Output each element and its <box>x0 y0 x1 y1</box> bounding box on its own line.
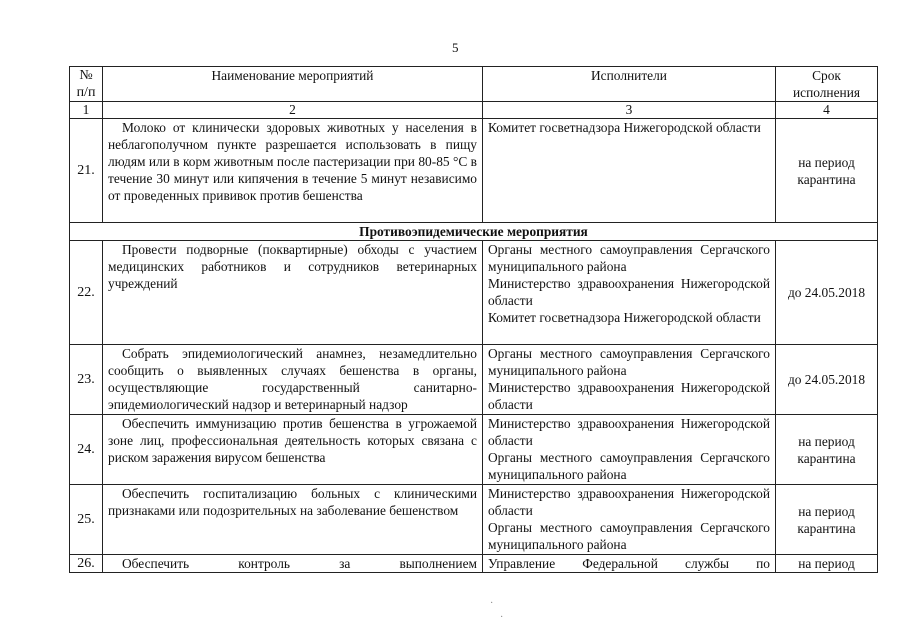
row-term: на период карантина <box>776 485 878 555</box>
row-executors <box>483 241 776 345</box>
row-measure: Провести подворные (поквартирные) обходы с участием медицинских работников и сотрудников ветеринарных учреждений <box>103 241 483 345</box>
measures-table <box>69 66 878 573</box>
row-number: 22. <box>70 241 103 345</box>
executor: Комитет госветнадзора Нижегородской области <box>488 310 761 325</box>
header-num: № п/п <box>70 67 103 102</box>
row-executors <box>483 345 776 415</box>
executor: Органы местного самоуправления Сергачского муниципального района <box>488 450 770 482</box>
row-number: 25. <box>70 485 103 555</box>
header-term: Срок исполнения <box>776 67 878 102</box>
page-number: 5 <box>452 40 459 55</box>
column-index: 2 <box>103 102 483 119</box>
row-measure: Обеспечить госпитализацию больных с клиническими признаками или подозрительных на заболевание бешенством <box>103 485 483 555</box>
table-row <box>70 485 878 555</box>
column-index: 1 <box>70 102 103 119</box>
table-row <box>70 555 878 573</box>
row-term: до 24.05.2018 <box>776 241 878 345</box>
row-executors <box>483 485 776 555</box>
column-index-row <box>70 102 878 119</box>
executor: Министерство здравоохранения Нижегородской области <box>488 380 770 412</box>
executor: Комитет госветнадзора Нижегородской области <box>488 120 761 135</box>
row-measure: Собрать эпидемиологический анамнез, незамедлительно сообщить о выявленных случаях бешенства в органы, осуществляющие государственный санитарно-эпидемиологический надзор и ветеринарный надзор <box>103 345 483 415</box>
row-measure: Обеспечить контроль за выполнением <box>103 555 483 573</box>
table-row <box>70 345 878 415</box>
row-term: на период <box>776 555 878 573</box>
executor: Министерство здравоохранения Нижегородской области <box>488 416 770 448</box>
row-executors <box>483 415 776 485</box>
header-executors: Исполнители <box>483 67 776 102</box>
section-row <box>70 223 878 241</box>
section-title: Противоэпидемические мероприятия <box>70 223 878 241</box>
table-row <box>70 119 878 223</box>
executor: Органы местного самоуправления Сергачского муниципального района <box>488 520 770 552</box>
row-executors <box>483 555 776 573</box>
table-row <box>70 415 878 485</box>
row-number: 23. <box>70 345 103 415</box>
scan-speck: · <box>490 598 494 609</box>
executor: Органы местного самоуправления Сергачского муниципального района <box>488 346 770 378</box>
row-number: 24. <box>70 415 103 485</box>
column-index: 4 <box>776 102 878 119</box>
row-term: до 24.05.2018 <box>776 345 878 415</box>
table-row <box>70 241 878 345</box>
row-executors <box>483 119 776 223</box>
column-index: 3 <box>483 102 776 119</box>
row-term: на период карантина <box>776 119 878 223</box>
row-measure: Обеспечить иммунизацию против бешенства в угрожаемой зоне лиц, профессиональная деятельность которых связана с риском заражения вирусом бешенства <box>103 415 483 485</box>
executor: Управление Федеральной службы по <box>488 556 770 571</box>
header-name: Наименование мероприятий <box>103 67 483 102</box>
executor: Министерство здравоохранения Нижегородской области <box>488 276 770 308</box>
row-term: на период карантина <box>776 415 878 485</box>
row-number: 26. <box>70 555 103 573</box>
scan-speck: · <box>500 612 504 623</box>
executor: Министерство здравоохранения Нижегородской области <box>488 486 770 518</box>
row-measure: Молоко от клинически здоровых животных у населения в неблагополучном пункте разрешается использовать в пищу людям или в корм животным после пастеризации при 80-85 °С в течение 30 минут или кипячения в течение 5 минут независимо от проведенных прививок против бешенства <box>103 119 483 223</box>
executor: Органы местного самоуправления Сергачского муниципального района <box>488 242 770 274</box>
row-number: 21. <box>70 119 103 223</box>
table-header-row <box>70 67 878 102</box>
